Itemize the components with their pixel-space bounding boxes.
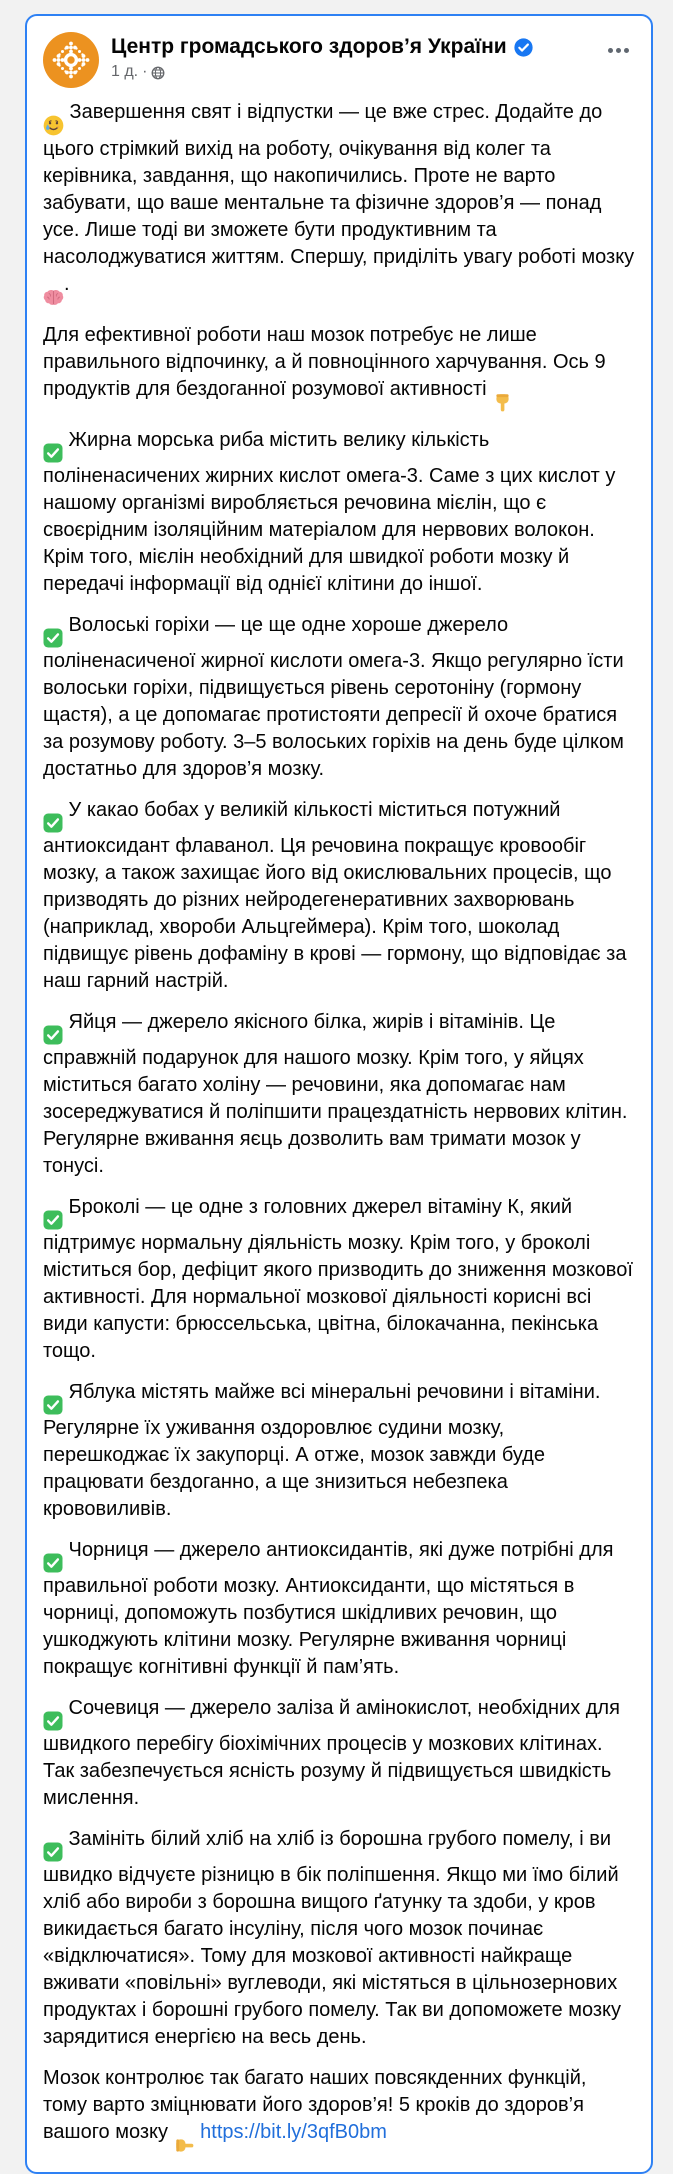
brain-icon <box>43 287 64 308</box>
post-text-segment: Яйця — джерело якісного білка, жирів і вітамінів. Це справжній подарунок для нашого мозку. Крім того, у яйцях міститься багато холіну — речовини, яка допомагає нам зосереджуватися й поліпшити працездатність нервових клітин. Регулярне вживання яєць дозволить вам тримати мозок у тонусі. <box>43 1011 628 1177</box>
post-paragraph <box>43 427 635 598</box>
post-text-segment: Завершення свят і відпустки — це вже стрес. Додайте до цього стрімкий вихід на роботу, очікування від колег та керівника, завдання, що накопичились. Проте не варто забувати, що ваше ментальне та фізичне здоров’я — понад усе. Лише тоді ви зможете бути продуктивним та насолоджуватися життям. Спершу, приділіть увагу роботі мозку <box>43 101 635 268</box>
post-paragraph <box>43 612 635 783</box>
page-name-link[interactable]: Центр громадського здоров’я України <box>111 35 507 58</box>
post-text-segment: Замініть білий хліб на хліб із борошна грубого помелу, і ви швидко відчуєте різницю в бік поліпшення. Якщо ми їмо білий хліб або вироби з борошна вищого ґатунку та здоби, у кров викидається багато інсуліну, після чого мозок починає «відключатися». Тому для мозкової активності найкраще вживати «повільні» вуглеводи, які містяться в цільнозернових продуктах і борошні грубого помелу. Так ви допоможете мозку зарядитися енергією на весь день. <box>43 1828 622 2048</box>
post-text-segment: Мозок контролює так багато наших повсякденних функцій, тому варто зміцнювати його здоров’я! 5 кроків до здоров’я вашого мозку <box>43 2067 587 2143</box>
post-paragraph <box>43 1695 635 1812</box>
post-link[interactable]: https://bit.ly/3qfB0bm <box>200 2121 387 2143</box>
post-paragraph <box>43 1379 635 1523</box>
more-options-icon <box>608 48 629 53</box>
post-text-segment: Для ефективної роботи наш мозок потребує не лише правильного відпочинку, а й повноцінного харчування. Ось 9 продуктів для бездоганної розумової активності <box>43 324 606 400</box>
check-mark-icon <box>43 1711 63 1731</box>
verified-badge-icon <box>514 38 533 57</box>
header-text <box>111 32 602 81</box>
post-paragraph <box>43 2065 635 2156</box>
more-options-button[interactable] <box>602 38 635 63</box>
post-paragraph <box>43 1194 635 1365</box>
post-paragraph <box>43 322 635 413</box>
post-text-segment: Волоські горіхи — це ще одне хороше джерело поліненасиченої жирної кислоти омега-3. Якщо регулярно їсти волоськи горіхи, підвищується рівень серотоніну (гормону щастя), а це допомагає протистояти депресії й охоче братися за розумову роботу. 3–5 волоських горіхів на день буде цілком достатньо для здоров’я мозку. <box>43 614 624 780</box>
check-mark-icon <box>43 1395 63 1415</box>
smiling-face-with-tear-icon <box>43 115 64 136</box>
post-text-segment: Сочевиця — джерело заліза й амінокислот, необхідних для швидкого перебігу біохімічних процесів у мозкових клітинах. Так забезпечується ясність розуму й підвищується швидкість мислення. <box>43 1697 620 1809</box>
post-text-segment: Броколі — це одне з головних джерел вітаміну К, який підтримує нормальну діяльність мозку. Крім того, у броколі міститься бор, дефіцит якого призводить до зниження мозкової активності. Для нормальної мозкової діяльності корисні всі види капусти: брюссельська, цвітна, білокачанна, пекінська тощо. <box>43 1196 633 1362</box>
meta-separator: · <box>142 63 148 81</box>
pointing-down-icon <box>492 392 513 413</box>
post-text-segment: Жирна морська риба містить велику кількість поліненасичених жирних кислот омега-3. Саме з цих кислот у нашому організмі виробляється речовина мієлін, що є своєрідним ізоляційним матеріалом для нервових волокон. Крім того, мієлін необхідний для швидкої роботи мозку й передачі інформації від однієї клітини до іншої. <box>43 429 616 595</box>
pointing-right-icon <box>174 2135 195 2156</box>
check-mark-icon <box>43 1842 63 1862</box>
check-mark-icon <box>43 628 63 648</box>
post-header <box>27 16 651 88</box>
check-mark-icon <box>43 1210 63 1230</box>
post-text-body <box>27 88 651 2172</box>
post-paragraph <box>43 1009 635 1180</box>
check-mark-icon <box>43 443 63 463</box>
check-mark-icon <box>43 1553 63 1573</box>
page-avatar[interactable] <box>43 32 99 88</box>
phc-ukraine-logo-icon <box>43 32 99 88</box>
timestamp-link[interactable]: 1 д. <box>111 63 139 81</box>
globe-privacy-icon <box>151 65 165 80</box>
check-mark-icon <box>43 813 63 833</box>
post-paragraph <box>43 1537 635 1681</box>
post-paragraph <box>43 1826 635 2051</box>
post-text-segment: Яблука містять майже всі мінеральні речовини і вітаміни. Регулярне їх уживання оздоровлює судини мозку, перешкоджає їх закупорці. А отже, мозок завжди буде працювати бездоганно, а ще знизиться небезпека крововиливів. <box>43 1381 601 1520</box>
post-meta-row <box>111 63 602 81</box>
facebook-post-card <box>25 14 653 2174</box>
post-text-segment: Чорниця — джерело антиоксидантів, які дуже потрібні для правильної роботи мозку. Антиоксиданти, що містяться в чорниці, допоможуть позбутися шкідливих речовин, що ушкоджують клітини мозку. Регулярне вживання чорниці покращує когнітивні функції й пам’ять. <box>43 1539 614 1678</box>
check-mark-icon <box>43 1025 63 1045</box>
post-paragraph <box>43 99 635 308</box>
post-text-segment: У какао бобах у великій кількості міститься потужний антиоксидант флаванол. Ця речовина покращує кровообіг мозку, а також захищає його від окислювальних процесів, що призводять до різних нейродегенеративних захворювань (наприклад, хвороби Альцгеймера). Крім того, шоколад підвищує рівень дофаміну в крові — гормону, що відповідає за наш гарний настрій. <box>43 799 627 992</box>
post-paragraph <box>43 797 635 995</box>
post-text-segment: . <box>64 273 70 295</box>
